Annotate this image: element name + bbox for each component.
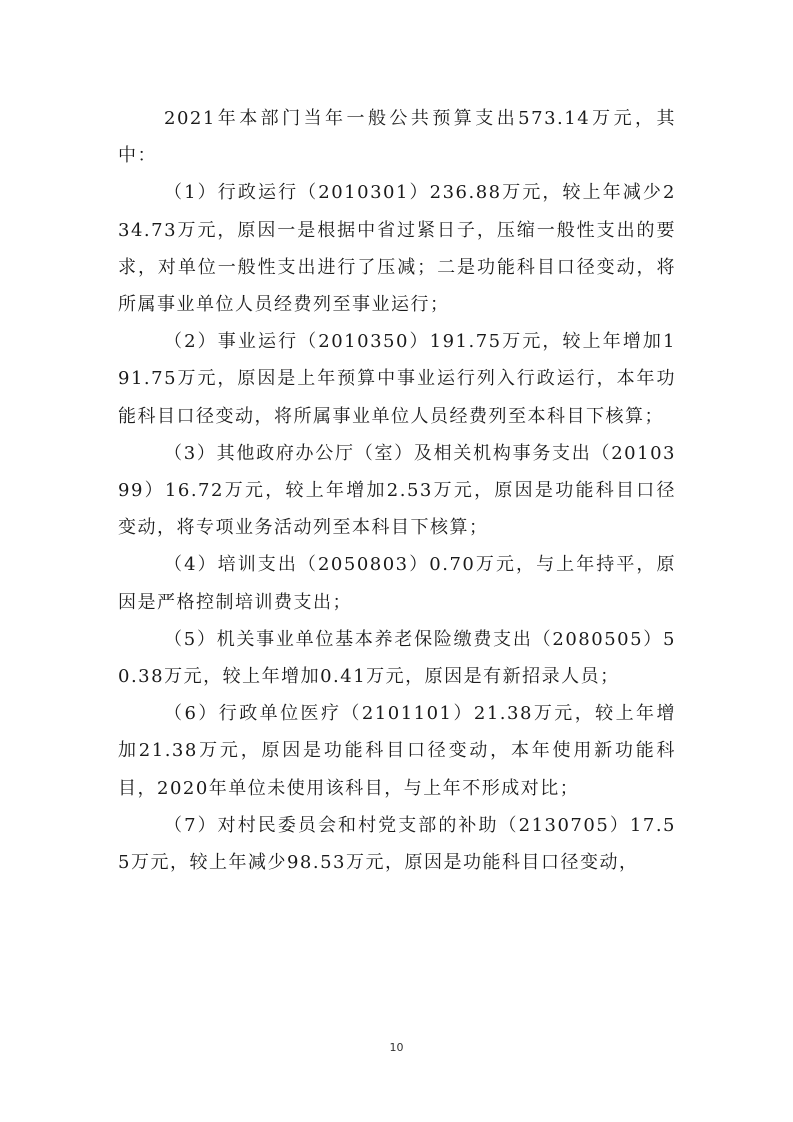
page-number: 10: [389, 1041, 404, 1054]
paragraph-item-1: （1）行政运行（2010301）236.88万元，较上年减少234.73万元，原因一是根据中省过紧日子，压缩一般性支出的要求，对单位一般性支出进行了压减；二是功能科目口径变动，将所属事业单位人员经费列至事业运行；: [118, 182, 676, 316]
paragraph-item-4: （4）培训支出（2050803）0.70万元，与上年持平，原因是严格控制培训费支出；: [118, 554, 676, 613]
paragraph-item-6: （6）行政单位医疗（2101101）21.38万元，较上年增加21.38万元，原因是功能科目口径变动，本年使用新功能科目，2020年单位未使用该科目，与上年不形成对比；: [118, 703, 676, 799]
paragraph-item-5: （5）机关事业单位基本养老保险缴费支出（2080505）50.38万元，较上年增加0.41万元，原因是有新招录人员；: [118, 628, 676, 688]
paragraph-intro: 2021年本部门当年一般公共预算支出573.14万元，其中：: [118, 108, 676, 167]
body-text: [118, 100, 676, 881]
paragraph-item-2: （2）事业运行（2010350）191.75万元，较上年增加191.75万元，原因是上年预算中事业运行列入行政运行，本年功能科目口径变动，将所属事业单位人员经费列至本科目下核算；: [118, 331, 676, 427]
paragraph-item-7: （7）对村民委员会和村党支部的补助（2130705）17.55万元，较上年减少98.53万元，原因是功能科目口径变动，: [118, 814, 676, 874]
paragraph-item-3: （3）其他政府办公厅（室）及相关机构事务支出（2010399）16.72万元，较上年增加2.53万元，原因是功能科目口径变动，将专项业务活动列至本科目下核算；: [118, 442, 676, 539]
